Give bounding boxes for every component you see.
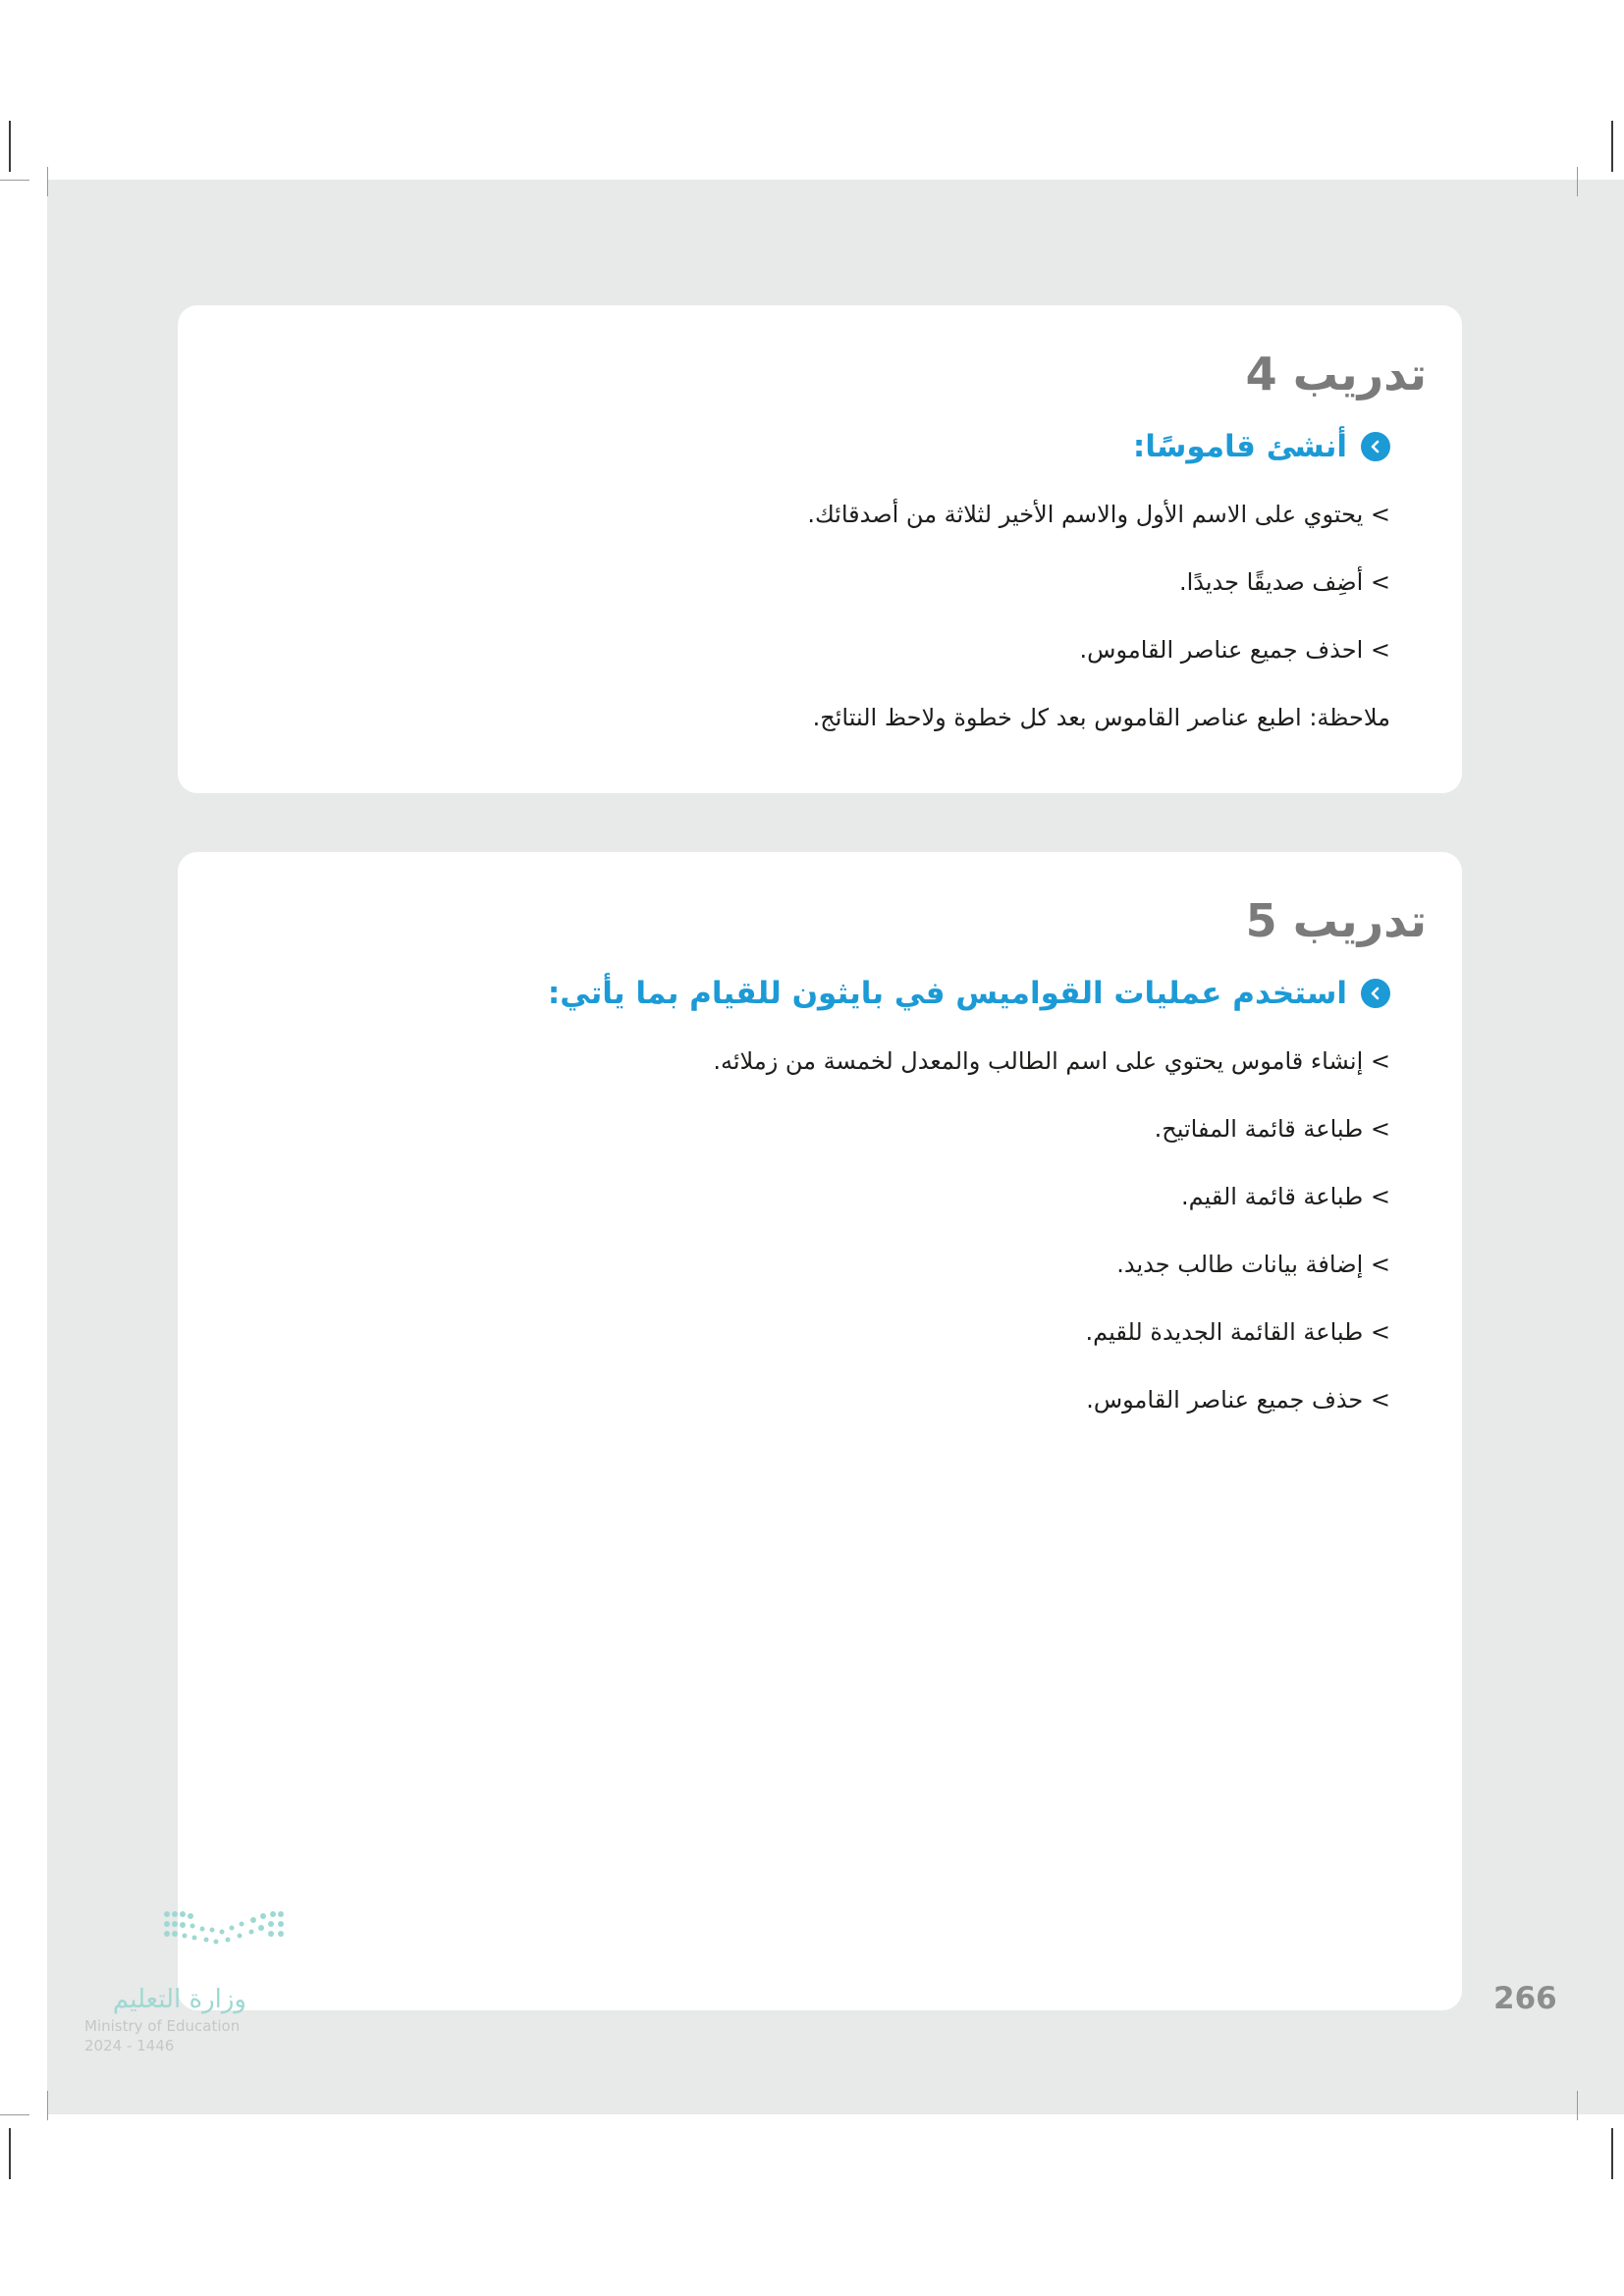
crop-mark-bottom-right-v2: [1577, 2091, 1578, 2120]
ministry-logo-dots-icon: [84, 1904, 320, 1963]
list-item: > أضِف صديقًا جديدًا.: [1178, 568, 1390, 596]
exercise-4-instruction: [1133, 429, 1390, 464]
crop-mark-bottom-left-h: [0, 2114, 29, 2115]
crop-mark-top-right-v2: [1577, 167, 1578, 196]
list-item: > احذف جميع عناصر القاموس.: [1079, 636, 1390, 664]
crop-mark-bottom-left-v2: [47, 2091, 48, 2120]
crop-mark-top-left-h: [0, 180, 29, 181]
list-item: > يحتوي على الاسم الأول والاسم الأخير لثلاثة من أصدقائك.: [807, 501, 1390, 528]
exercise-5-list: [713, 1044, 1390, 1451]
crop-mark-top-left-v2: [47, 167, 48, 196]
list-item: > إنشاء قاموس يحتوي على اسم الطالب والمعدل لخمسة من زملائه.: [713, 1047, 1390, 1075]
ministry-logo: [84, 1904, 320, 2061]
exercise-5-card: [178, 852, 1462, 2010]
crop-mark-bottom-left-v: [9, 2128, 11, 2179]
crop-mark-bottom-right-v: [1611, 2128, 1613, 2179]
exercise-4-list: [807, 498, 1390, 769]
list-item: > طباعة قائمة المفاتيح.: [1154, 1115, 1390, 1143]
exercise-5-instruction-text: استخدم عمليات القواميس في بايثون للقيام بما يأتي:: [547, 976, 1347, 1011]
exercise-5-instruction: [548, 976, 1390, 1011]
list-item: > طباعة قائمة القيم.: [1180, 1183, 1390, 1210]
ministry-logo-arabic: وزارة التعليم: [112, 1985, 246, 2014]
crop-mark-top-left-v: [9, 121, 11, 172]
exercise-4-note: ملاحظة: اطبع عناصر القاموس بعد كل خطوة ولاحظ النتائج.: [812, 704, 1390, 731]
exercise-4-title: تدريب 4: [1245, 347, 1427, 400]
ministry-logo-english: Ministry of Education: [84, 2017, 241, 2035]
exercise-4-instruction-text: أنشئ قاموسًا:: [1132, 429, 1347, 464]
chevron-left-icon: [1361, 432, 1390, 461]
list-item: > حذف جميع عناصر القاموس.: [1086, 1386, 1390, 1414]
chevron-left-icon: [1361, 979, 1390, 1008]
ministry-logo-year: 2024 - 1446: [84, 2037, 175, 2055]
list-item: > إضافة بيانات طالب جديد.: [1116, 1251, 1390, 1278]
crop-mark-top-right-v: [1611, 121, 1613, 172]
list-item: > طباعة القائمة الجديدة للقيم.: [1085, 1318, 1390, 1346]
exercise-5-title: تدريب 5: [1245, 894, 1427, 947]
exercise-4-card: [178, 305, 1462, 793]
page-number: 266: [1493, 1981, 1557, 2016]
